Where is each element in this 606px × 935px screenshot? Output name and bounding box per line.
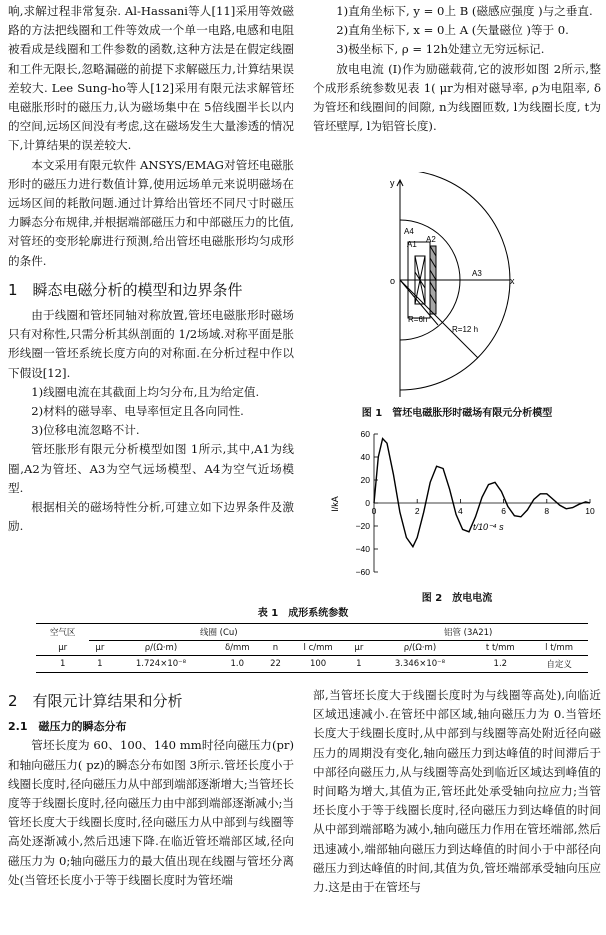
table-cell: 1.724×10⁻⁸ bbox=[110, 656, 211, 673]
table-group-tube: 铝管 (3A21) bbox=[348, 624, 588, 641]
right-column bbox=[313, 2, 601, 136]
fig2-y-tick-label: 0 bbox=[365, 498, 370, 508]
figure-1-model bbox=[360, 172, 560, 402]
table-cell: 自定义 bbox=[530, 656, 588, 673]
table-header-cell: ρ/(Ω·m) bbox=[110, 641, 211, 656]
table-header-cell: t t/mm bbox=[470, 641, 530, 656]
fig2-y-tick-label: −60 bbox=[355, 567, 370, 577]
fig2-x-tick-label: 4 bbox=[458, 506, 463, 516]
table-header-cell: n bbox=[263, 641, 288, 656]
fig2-x-tick-label: 0 bbox=[371, 506, 377, 516]
subsection-heading-2-1: 2.1 磁压力的瞬态分布 bbox=[8, 720, 127, 734]
fig2-x-axis-label: t/10⁻⁴ s bbox=[473, 522, 504, 532]
fig1-label-r12h: R=12 h bbox=[452, 325, 479, 334]
left-column bbox=[8, 2, 294, 536]
table-1-caption: 表 1 成形系统参数 bbox=[257, 608, 349, 619]
assumption-2: 2)材料的磁导率、电导率恒定且各向同性. bbox=[31, 404, 244, 419]
paragraph-pressure-distribution: 管坯长度为 60、100、140 mm时径向磁压力(pr)和轴向磁压力( pz)的瞬态分布如图 3所示.管坯长度小于线圈长度时,径向磁压力从中部到端部逐渐增大;当管坯长度等于线圈长度时,径向磁压力由中部到端部逐渐减小;当管坯长度大于线圈长度时,径向磁压力从中部到与线圈等高处逐渐减小,然后迅速下降.在临近管坯端部区域,径向磁压力为 0;轴向磁压力的最大值出现在线圈与管坯分离处(当管坯长度小于等于线圈长度时为管坯端 bbox=[8, 738, 294, 887]
fig1-origin-label: o bbox=[390, 276, 396, 286]
table-cell: 1 bbox=[89, 656, 110, 673]
figure-1-caption: 图 1 管坯电磁胀形时磁场有限元分析模型 bbox=[361, 408, 553, 419]
fig2-x-tick-label: 8 bbox=[544, 506, 550, 516]
fig1-label-a2: A2 bbox=[426, 235, 436, 244]
fig2-y-tick-label: −20 bbox=[355, 521, 370, 531]
paragraph-boundary: 根据相关的磁场特性分析,可建立如下边界条件及激励. bbox=[8, 500, 294, 534]
table-header-cell: μr bbox=[348, 641, 369, 656]
paragraph-pressure-continued: 部,当管坯长度大于线圈长度时为与线圈等高处),向临近区域迅速减小.在管坯中部区域,轴向磁压力为 0.当管坯长度大于线圈长度时,从中部到与线圈等高处附近径向磁压力的周期没有变化,轴向磁压力到达峰值的时间滞后于中部径向磁压力,从与线圈等高处到临近区域达到峰值的时间略为增大,其值为正,管坯此处承受轴向拉应力;当管坯长度小于等于线圈长度时,径向磁压力到达峰值的时间从中部到端部略为减小,轴向磁压力作用在管坯端部,然后迅速减小,端部轴向磁压力到达峰值的时间小于中部径向磁压力到达峰值的时间,其值为负,管坯端部承受轴向压应力.这是由于在管坯与 bbox=[313, 688, 601, 895]
table-header-row bbox=[36, 641, 588, 656]
table-cell: 22 bbox=[263, 656, 288, 673]
paragraph-model: 管坯胀形有限元分析模型如图 1所示,其中,A1为线圈,A2为管坯、A3为空气远场模型、A4为空气近场模型. bbox=[8, 442, 294, 495]
boundary-condition-2: 2)直角坐标下, x = 0上 A (矢量磁位 )等于 0. bbox=[336, 23, 569, 38]
paragraph-symmetry: 由于线圈和管坯同轴对称放置,管坯电磁胀形时磁场只有对称性,只需分析其纵剖面的 1/2场域.对称平面是胀形线圈一管坯系统长度方向的对称面.在分析过程中作以下假设[12]. bbox=[8, 308, 294, 380]
paragraph-intro-end: 响,求解过程非常复杂. Al-Hassani等人[11]采用等效磁路的方法把线圈和工件等效成一个单一电路,电感和电阻被看成是线圈和工件参数的函数,这种方法是在假定线圈和工件无限长,忽略漏磁的前提下求解磁压力,计算结果误差较大. Lee Sung-ho等人[12]采用有限元法求解管坯电磁胀形时的磁压力,认为磁场集中在 5倍线圈半长以内的空间,远场区间没有考虑,这在磁场发生大量渗透的情况下,计算结果的误差较大. bbox=[8, 4, 294, 153]
table-header-cell: δ/mm bbox=[211, 641, 263, 656]
figure-2-caption: 图 2 放电电流 bbox=[421, 593, 493, 604]
paragraph-current: 放电电流 (I)作为励磁载荷,它的波形如图 2所示,整个成形系统参数见表 1( μr为相对磁导率, ρ为电阻率, δ为管坯和线圈间的间隙, n为线圈匝数, l为线圈长度, t为管坯壁厚, l为铝管长度). bbox=[313, 61, 601, 134]
table-header-cell: l t/mm bbox=[530, 641, 588, 656]
fig2-y-axis-label: I/kA bbox=[330, 496, 340, 512]
table-header-cell: ρ/(Ω·m) bbox=[369, 641, 470, 656]
bottom-left-column bbox=[8, 692, 294, 890]
fig1-label-r6h: R=6h bbox=[408, 315, 428, 324]
table-cell: 3.346×10⁻⁸ bbox=[369, 656, 470, 673]
table-1 bbox=[36, 623, 588, 673]
table-header-cell: l c/mm bbox=[288, 641, 348, 656]
fig1-x-label: x bbox=[510, 276, 515, 286]
table-row bbox=[36, 656, 588, 673]
boundary-condition-1: 1)直角坐标下, y = 0上 B (磁感应强度 )与之垂直. bbox=[336, 4, 593, 18]
table-group-air: 空气区 bbox=[36, 624, 89, 641]
table-cell: 1 bbox=[36, 656, 89, 673]
table-group-coil: 线圈 (Cu) bbox=[89, 624, 348, 641]
fig1-label-a1: A1 bbox=[407, 240, 417, 249]
fig2-y-tick-label: 60 bbox=[360, 429, 370, 439]
table-cell: 1 bbox=[348, 656, 369, 673]
assumption-3: 3)位移电流忽略不计. bbox=[31, 423, 140, 438]
fig2-x-tick-label: 10 bbox=[585, 506, 595, 516]
fig2-y-tick-label: 40 bbox=[360, 452, 370, 462]
fig1-label-a3: A3 bbox=[472, 269, 482, 278]
fig2-x-tick-label: 6 bbox=[501, 506, 506, 516]
table-group-row bbox=[36, 624, 588, 641]
figure-2-chart bbox=[328, 426, 600, 586]
table-cell: 1.0 bbox=[211, 656, 263, 673]
bottom-right-column bbox=[313, 686, 601, 897]
assumption-1: 1)线圈电流在其截面上均匀分布,且为给定值. bbox=[31, 384, 260, 399]
fig1-y-label: y bbox=[390, 178, 395, 188]
table-cell: 100 bbox=[288, 656, 348, 673]
fig2-y-tick-label: 20 bbox=[360, 475, 370, 485]
fig1-label-a4: A4 bbox=[404, 227, 414, 236]
fig2-y-tick-label: −40 bbox=[355, 544, 370, 554]
paragraph-method: 本文采用有限元软件 ANSYS/EMAG对管坯电磁胀形时的磁压力进行数值计算,使用远场单元来说明磁场在远场区间的耗散问题.通过计算给出管坯不同尺寸时磁压力瞬态分布规律,并根据端部磁压力和中部磁压力的比值,对管坯的变形轮廓进行预测,给出管坯电磁胀形均匀成形的条件. bbox=[8, 157, 294, 268]
table-header-cell: μr bbox=[89, 641, 110, 656]
table-cell: 1.2 bbox=[470, 656, 530, 673]
section-heading-1: 1 瞬态电磁分析的模型和边界条件 bbox=[8, 280, 243, 299]
boundary-condition-3: 3)极坐标下, ρ = 12h处建立无穷远标记. bbox=[336, 42, 545, 57]
section-heading-2: 2 有限元计算结果和分析 bbox=[8, 692, 183, 710]
table-header-cell: μr bbox=[36, 641, 89, 656]
fig2-x-tick-label: 2 bbox=[414, 506, 420, 516]
